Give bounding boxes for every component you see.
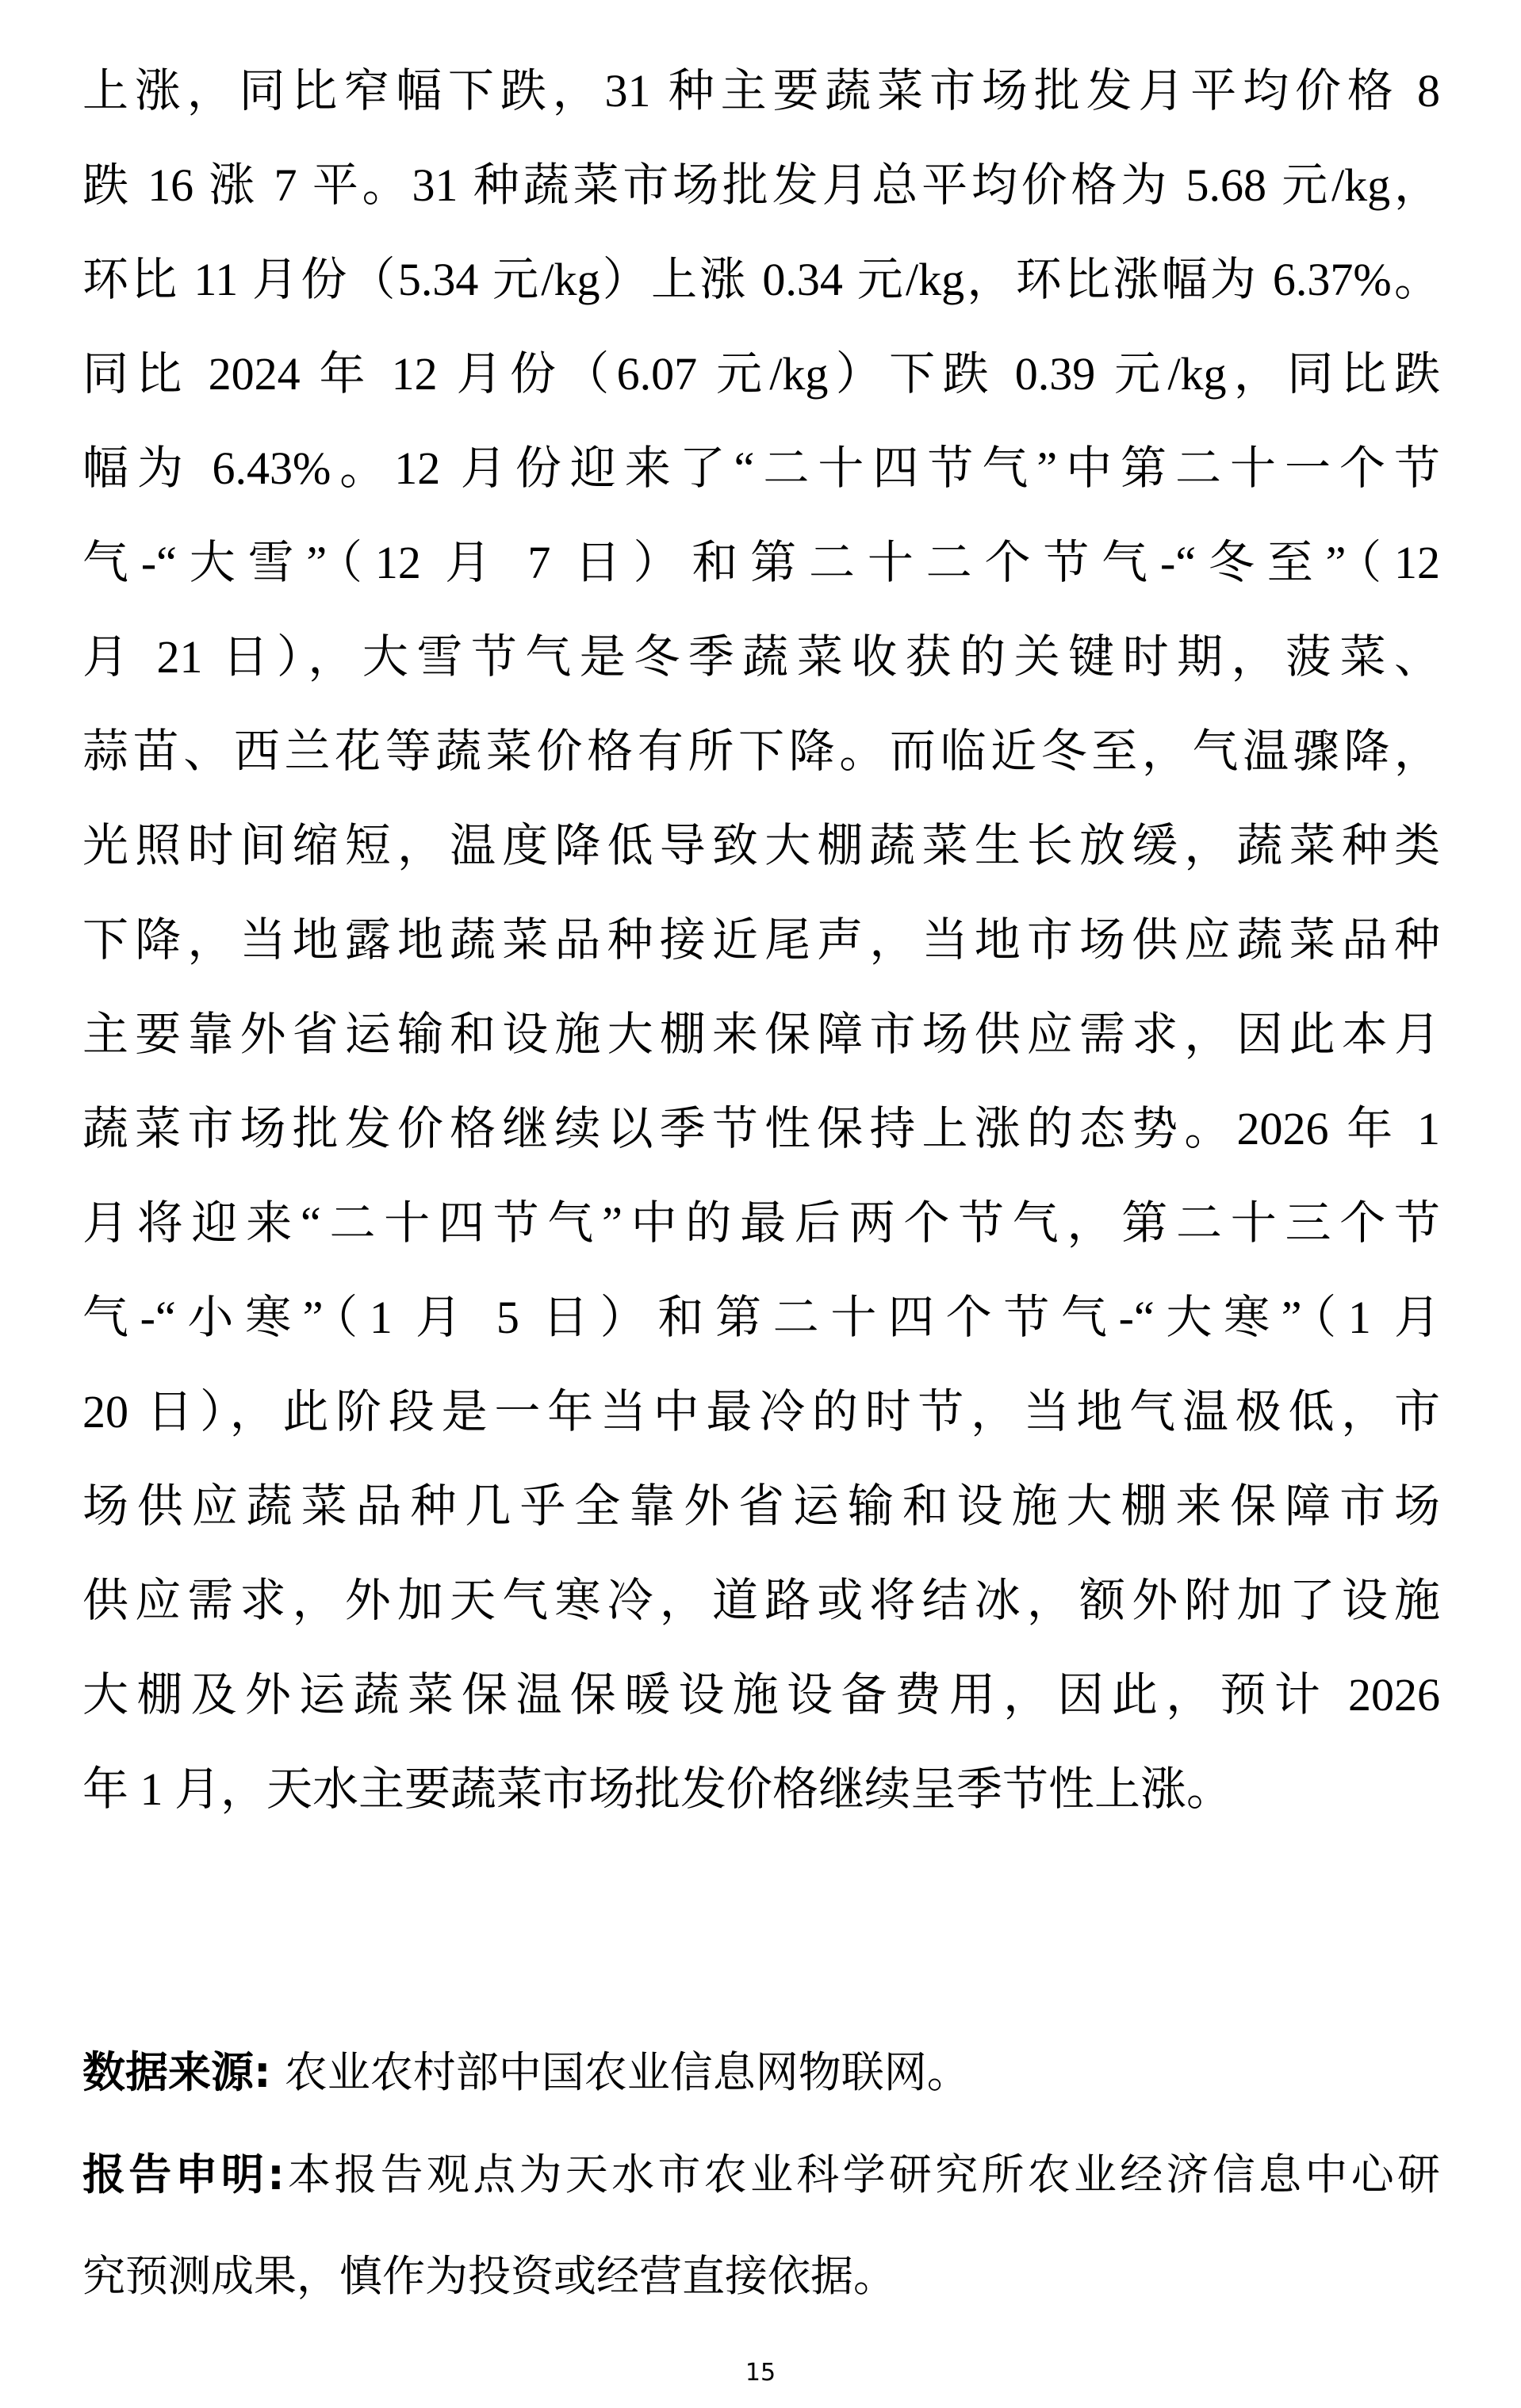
body-line: 主要靠外省运输和设施大棚来保障市场供应需求，因此本月 bbox=[82, 1009, 1440, 1060]
body-line: 气-“小寒”（1 月 5 日）和第二十四个节气-“大寒”（1 月 bbox=[82, 1292, 1440, 1343]
disclaimer-continued: 究预测成果，慎作为投资或经营直接依据。 bbox=[82, 2251, 896, 2301]
body-line: 气-“大雪”（12 月 7 日）和第二十二个节气-“冬至”（12 bbox=[82, 537, 1440, 588]
body-line: 蔬菜市场批发价格继续以季节性保持上涨的态势。2026 年 1 bbox=[82, 1103, 1440, 1154]
disclaimer-label: 报告申明: bbox=[82, 2150, 285, 2199]
body-line: 供应需求，外加天气寒冷，道路或将结冰，额外附加了设施 bbox=[82, 1575, 1440, 1626]
body-line: 同比 2024 年 12 月份（6.07 元/kg）下跌 0.39 元/kg，同比跌 bbox=[82, 348, 1440, 400]
body-line: 年 1 月，天水主要蔬菜市场批发价格继续呈季节性上涨。 bbox=[82, 1763, 1233, 1815]
disclaimer-text: 本报告观点为天水市农业科学研究所农业经济信息中心研 bbox=[284, 2150, 1440, 2199]
body-line: 下降，当地露地蔬菜品种接近尾声，当地市场供应蔬菜品种 bbox=[82, 914, 1440, 966]
body-line: 光照时间缩短，温度降低导致大棚蔬菜生长放缓，蔬菜种类 bbox=[82, 820, 1440, 871]
body-line: 跌 16 涨 7 平。31 种蔬菜市场批发月总平均价格为 5.68 元/kg， bbox=[82, 159, 1440, 211]
body-line: 场供应蔬菜品种几乎全靠外省运输和设施大棚来保障市场 bbox=[82, 1480, 1440, 1532]
body-line: 幅为 6.43%。12 月份迎来了“二十四节气”中第二十一个节 bbox=[82, 442, 1440, 494]
page-number: 15 bbox=[745, 2359, 776, 2387]
body-line: 大棚及外运蔬菜保温保暖设施设备费用，因此，预计 2026 bbox=[82, 1669, 1440, 1721]
data-source-label: 数据来源: bbox=[82, 2047, 271, 2097]
data-source bbox=[82, 2041, 1440, 2104]
body-line: 20 日），此阶段是一年当中最冷的时节，当地气温极低，市 bbox=[82, 1386, 1440, 1438]
data-source-text: 农业农村部中国农业信息网物联网。 bbox=[284, 2047, 970, 2097]
body-line: 环比 11 月份（5.34 元/kg）上涨 0.34 元/kg，环比涨幅为 6.37%。 bbox=[82, 254, 1440, 305]
body-line: 月 21 日），大雪节气是冬季蔬菜收获的关键时期，菠菜、 bbox=[82, 631, 1440, 683]
body-line: 上涨，同比窄幅下跌，31 种主要蔬菜市场批发月平均价格 8 bbox=[82, 65, 1440, 117]
body-line: 蒜苗、西兰花等蔬菜价格有所下降。而临近冬至，气温骤降， bbox=[82, 725, 1440, 777]
body-line: 月将迎来“二十四节气”中的最后两个节气，第二十三个节 bbox=[82, 1197, 1440, 1249]
disclaimer bbox=[82, 2143, 1440, 2207]
